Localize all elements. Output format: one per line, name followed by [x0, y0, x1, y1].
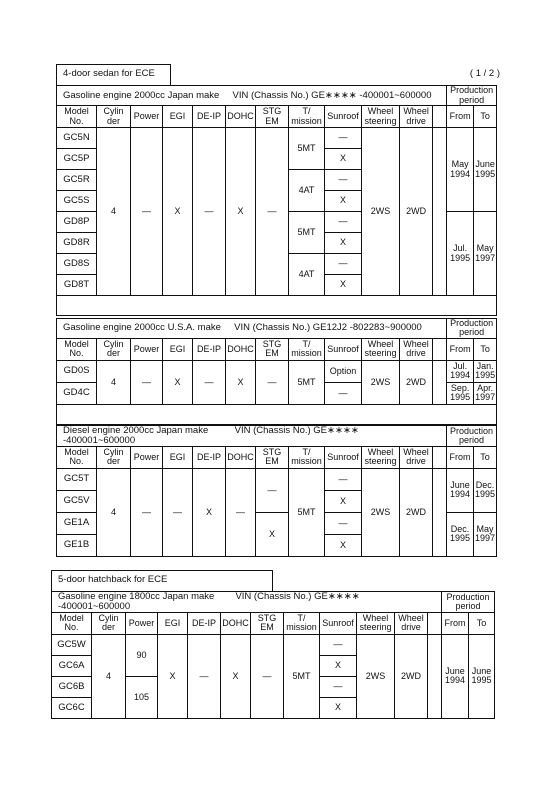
- from-cell: June 1994: [442, 634, 469, 718]
- stgem-cell: —: [251, 634, 284, 718]
- dohc-header: DOHC: [221, 612, 251, 634]
- tmission-header: T/ mission: [284, 612, 320, 634]
- page-number: ( 1 / 2 ): [469, 68, 500, 79]
- wheel-steering-cell: 2WS: [357, 634, 395, 718]
- tmission-header: T/ mission: [289, 446, 325, 468]
- deip-cell: —: [188, 634, 221, 718]
- from-cell: May 1994: [447, 128, 474, 212]
- sunroof-cell: —: [325, 468, 362, 490]
- model-cell: GD0S: [57, 360, 97, 382]
- sunroof-cell: —: [325, 128, 362, 149]
- wheel-drive-cell: 2WD: [400, 360, 433, 404]
- egi-header: EGI: [158, 612, 188, 634]
- model-header: Model No.: [57, 106, 97, 128]
- to-cell: Jan. 1995: [475, 360, 496, 381]
- spacer-row: [57, 296, 497, 316]
- egi-header: EGI: [163, 446, 193, 468]
- model-cell: GD8R: [57, 233, 97, 254]
- power-cell: 90: [126, 634, 158, 676]
- sunroof-cell: X: [325, 233, 362, 254]
- dohc-header: DOHC: [226, 338, 256, 360]
- wheel-steering-cell: 2WS: [362, 128, 400, 296]
- cylinder-header: Cylin der: [97, 446, 131, 468]
- dohc-cell: —: [226, 468, 256, 556]
- stgem-cell: —: [256, 468, 289, 512]
- wheel-steering-header: Wheel steering: [362, 106, 400, 128]
- wheel-steering-header: Wheel steering: [357, 612, 395, 634]
- to-cell: May 1997: [474, 512, 497, 556]
- tmission-cell: 5MT: [289, 212, 325, 254]
- dohc-cell: X: [226, 128, 256, 296]
- deip-header: DE-IP: [193, 106, 226, 128]
- wheel-drive-header: Wheel drive: [395, 612, 428, 634]
- tmission-cell: 4AT: [289, 170, 325, 212]
- engine-title: Gasoline engine 1800cc Japan make VIN (Chassis No.) GE∗∗∗∗ -400001~600000: [52, 592, 428, 613]
- power-header: Power: [131, 338, 163, 360]
- from-header: From: [442, 612, 469, 634]
- from-cell: Dec. 1995: [447, 512, 474, 556]
- production-period-header: Production period: [447, 426, 497, 447]
- stgem-header: STG EM: [251, 612, 284, 634]
- sunroof-header: Sunroof: [325, 446, 362, 468]
- model-cell: GC6C: [52, 697, 92, 718]
- cylinder-header: Cylin der: [97, 106, 131, 128]
- from-header: From: [447, 446, 474, 468]
- deip-header: DE-IP: [188, 612, 221, 634]
- deip-header: DE-IP: [193, 446, 226, 468]
- power-header: Power: [131, 106, 163, 128]
- engine-title: Diesel engine 2000cc Japan make VIN (Chassis No.) GE∗∗∗∗ -400001~600000: [57, 426, 433, 447]
- to-cell: Apr. 1997: [475, 382, 496, 403]
- power-cell: —: [131, 128, 163, 296]
- from-cell: June 1994: [447, 468, 474, 512]
- egi-cell: X: [163, 128, 193, 296]
- sunroof-cell: —: [325, 254, 362, 275]
- model-cell: GC5T: [57, 468, 97, 490]
- to-cell: June 1995: [474, 128, 497, 212]
- model-cell: GC5N: [57, 128, 97, 149]
- egi-header: EGI: [163, 338, 193, 360]
- to-header: To: [474, 106, 497, 128]
- power-cell: —: [131, 468, 163, 556]
- tmission-cell: 5MT: [284, 634, 320, 718]
- engine-title: Gasoline engine 2000cc U.S.A. make VIN (Chassis No.) GE12J2 -802283~900000: [57, 319, 433, 339]
- wheel-drive-cell: 2WD: [400, 128, 433, 296]
- model-cell: GD4C: [57, 382, 97, 404]
- from-cell: Sep. 1995: [447, 382, 474, 404]
- dohc-header: DOHC: [226, 446, 256, 468]
- sunroof-cell: X: [325, 149, 362, 170]
- sunroof-cell: —: [325, 212, 362, 233]
- wheel-steering-cell: 2WS: [362, 360, 400, 404]
- stgem-cell: —: [256, 128, 289, 296]
- model-cell: GD8S: [57, 254, 97, 275]
- section-label-sedan: 4-door sedan for ECE: [56, 64, 171, 86]
- to-header: To: [474, 338, 497, 360]
- tmission-cell: 4AT: [289, 254, 325, 296]
- stgem-header: STG EM: [256, 338, 289, 360]
- sedan-gasoline-usa-table: [56, 318, 497, 425]
- model-cell: GC6B: [52, 676, 92, 697]
- egi-cell: X: [158, 634, 188, 718]
- sunroof-cell: —: [325, 170, 362, 191]
- deip-cell: —: [193, 128, 226, 296]
- sunroof-cell: Option: [325, 360, 362, 382]
- deip-cell: X: [193, 468, 226, 556]
- wheel-steering-cell: 2WS: [362, 468, 400, 556]
- sunroof-cell: X: [320, 697, 357, 718]
- model-header: Model No.: [57, 446, 97, 468]
- to-header: To: [474, 446, 497, 468]
- sunroof-cell: X: [320, 655, 357, 676]
- power-header: Power: [131, 446, 163, 468]
- wheel-drive-header: Wheel drive: [400, 106, 433, 128]
- stgem-header: STG EM: [256, 446, 289, 468]
- cylinder-cell: 4: [97, 128, 131, 296]
- sunroof-header: Sunroof: [320, 612, 357, 634]
- wheel-drive-header: Wheel drive: [400, 446, 433, 468]
- wheel-drive-cell: 2WD: [395, 634, 428, 718]
- from-cell: Jul. 1994: [447, 360, 474, 382]
- sedan-diesel-japan-table: [56, 425, 497, 557]
- hatchback-gasoline-japan-table: [51, 591, 495, 719]
- stgem-cell: —: [256, 360, 289, 404]
- engine-title: Gasoline engine 2000cc Japan make VIN (Chassis No.) GE∗∗∗∗ -400001~600000: [57, 86, 433, 106]
- to-cell: May 1997: [474, 212, 497, 296]
- sedan-gasoline-japan-table: [56, 85, 497, 316]
- egi-cell: X: [163, 360, 193, 404]
- tmission-cell: 5MT: [289, 360, 325, 404]
- egi-header: EGI: [163, 106, 193, 128]
- production-period-header: Production period: [447, 319, 497, 339]
- to-cell: June 1995: [469, 634, 495, 718]
- from-header: From: [447, 106, 474, 128]
- sunroof-header: Sunroof: [325, 338, 362, 360]
- tmission-cell: 5MT: [289, 128, 325, 170]
- model-cell: GC5V: [57, 490, 97, 512]
- power-header: Power: [126, 612, 158, 634]
- sunroof-cell: —: [320, 676, 357, 697]
- sunroof-header: Sunroof: [325, 106, 362, 128]
- model-cell: GE1A: [57, 512, 97, 534]
- model-cell: GC5W: [52, 634, 92, 655]
- cylinder-header: Cylin der: [92, 612, 126, 634]
- section-label-hatchback: 5-door hatchback for ECE: [51, 570, 273, 592]
- tmission-header: T/ mission: [289, 338, 325, 360]
- cylinder-cell: 4: [97, 468, 131, 556]
- cylinder-cell: 4: [97, 360, 131, 404]
- model-cell: GE1B: [57, 534, 97, 556]
- deip-cell: —: [193, 360, 226, 404]
- sunroof-cell: —: [325, 512, 362, 534]
- egi-cell: —: [163, 468, 193, 556]
- cylinder-header: Cylin der: [97, 338, 131, 360]
- wheel-steering-header: Wheel steering: [362, 446, 400, 468]
- dohc-header: DOHC: [226, 106, 256, 128]
- dohc-cell: X: [226, 360, 256, 404]
- wheel-drive-header: Wheel drive: [400, 338, 433, 360]
- production-period-header: Production period: [442, 592, 495, 613]
- power-cell: 105: [126, 676, 158, 718]
- tmission-cell: 5MT: [289, 468, 325, 556]
- sunroof-cell: —: [325, 382, 362, 404]
- to-header: To: [469, 612, 495, 634]
- stgem-cell: X: [256, 512, 289, 556]
- sunroof-cell: X: [325, 191, 362, 212]
- model-header: Model No.: [52, 612, 92, 634]
- cylinder-cell: 4: [92, 634, 126, 718]
- to-cell: Dec. 1995: [474, 468, 497, 512]
- production-period-header: Production period: [447, 86, 497, 106]
- model-cell: GD8T: [57, 275, 97, 296]
- model-cell: GC6A: [52, 655, 92, 676]
- deip-header: DE-IP: [193, 338, 226, 360]
- from-cell: Jul. 1995: [447, 212, 474, 296]
- wheel-steering-header: Wheel steering: [362, 338, 400, 360]
- spacer-row: [57, 404, 497, 424]
- model-cell: GC5R: [57, 170, 97, 191]
- model-cell: GD8P: [57, 212, 97, 233]
- model-cell: GC5P: [57, 149, 97, 170]
- power-cell: —: [131, 360, 163, 404]
- dohc-cell: X: [221, 634, 251, 718]
- sunroof-cell: X: [325, 275, 362, 296]
- sunroof-cell: X: [325, 490, 362, 512]
- model-header: Model No.: [57, 338, 97, 360]
- sunroof-cell: —: [320, 634, 357, 655]
- tmission-header: T/ mission: [289, 106, 325, 128]
- from-header: From: [447, 338, 474, 360]
- stgem-header: STG EM: [256, 106, 289, 128]
- sunroof-cell: X: [325, 534, 362, 556]
- model-cell: GC5S: [57, 191, 97, 212]
- wheel-drive-cell: 2WD: [400, 468, 433, 556]
